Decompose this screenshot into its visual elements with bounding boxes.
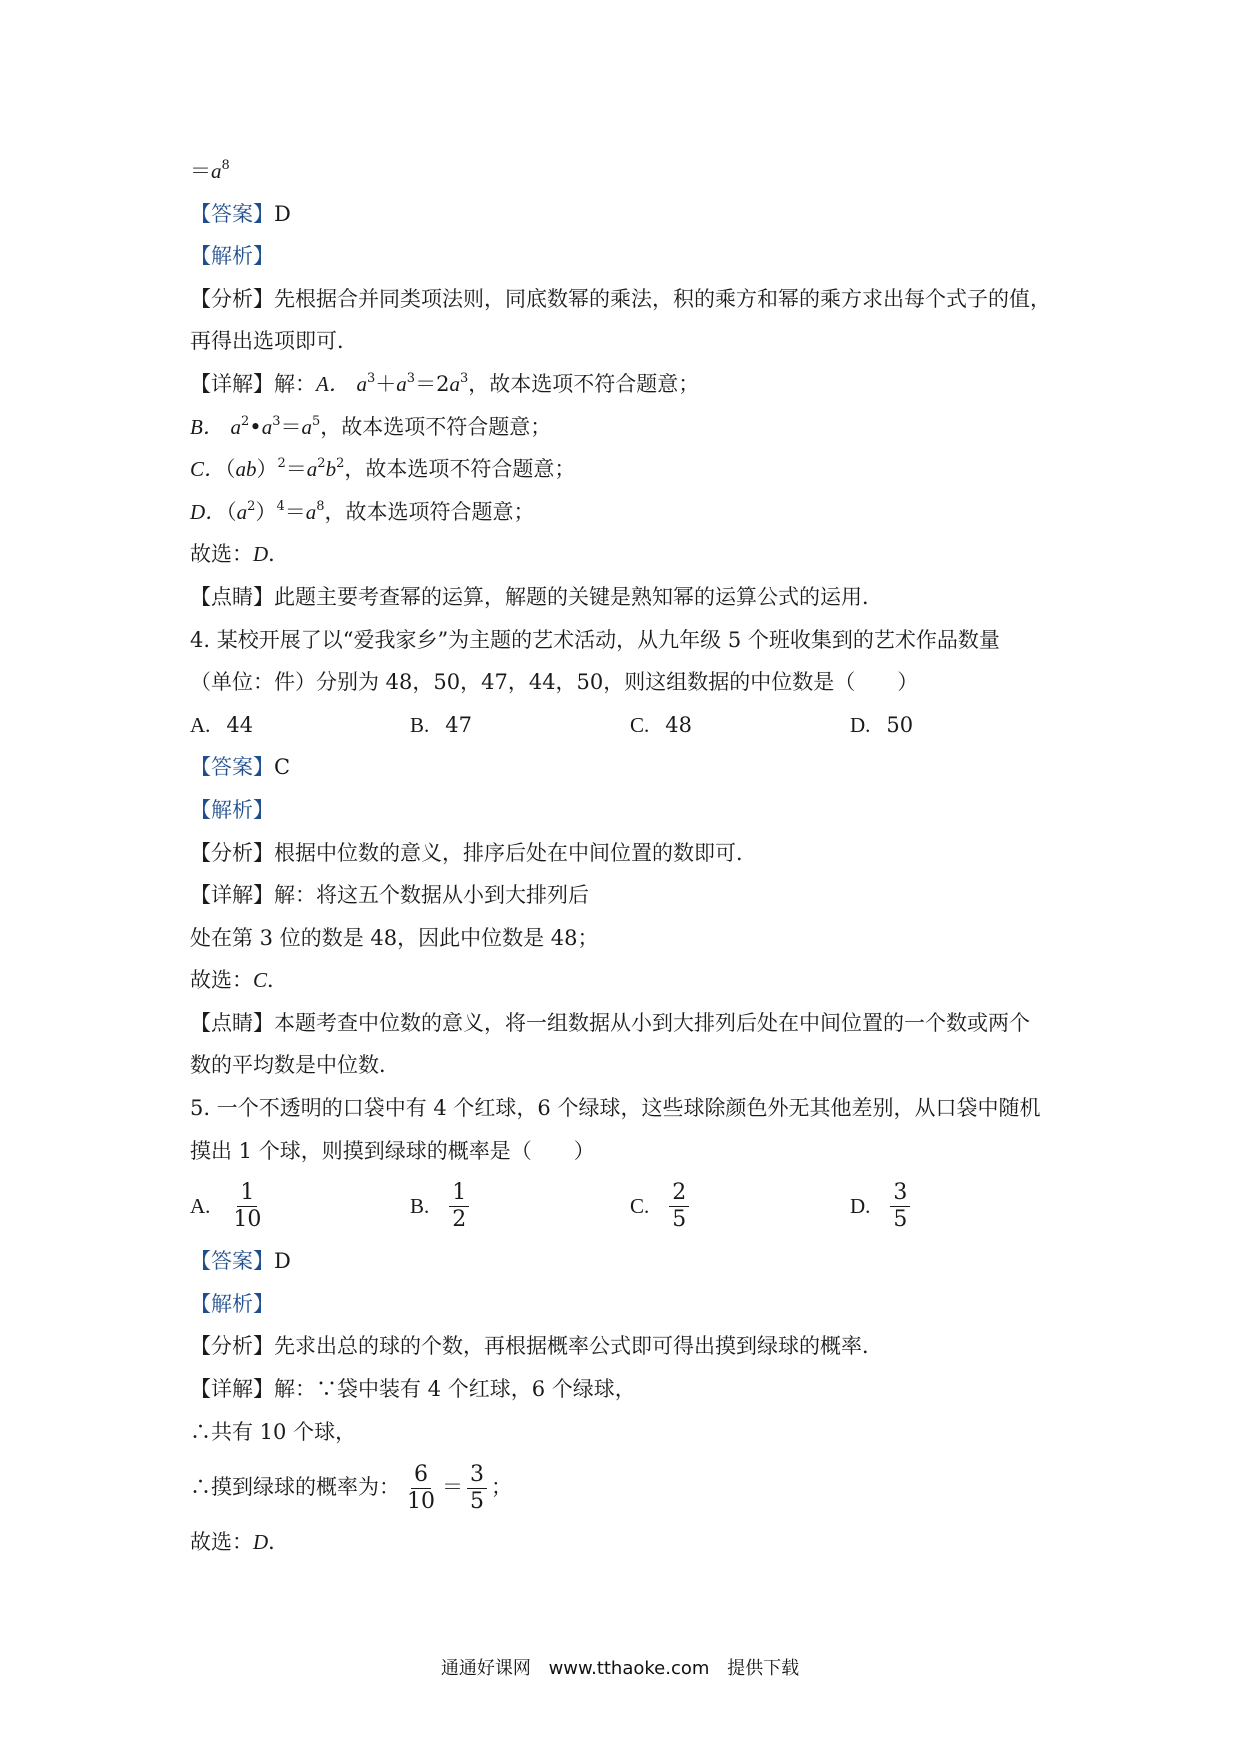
detail-line-a: 【详解】解：A． $a^3+a^3=2a^3$，故本选项不符合题意； <box>190 370 700 396</box>
question-4-text: 4. 某校开展了以“爱我家乡”为主题的艺术活动，从九年级 5 个班收集到的艺术作品数量 <box>190 627 1000 652</box>
question-4-options <box>190 704 1070 747</box>
option-a: A. 44 <box>190 712 254 737</box>
answer-tag: 【答案】 <box>190 201 274 226</box>
footer-suffix: 提供下载 <box>727 1658 800 1679</box>
question-5-text: 5. 一个不透明的口袋中有 4 个红球，6 个绿球，这些球除颜色外无其他差别，从口袋中随机 <box>190 1096 1041 1121</box>
comment-continuation: 数的平均数是中位数． <box>190 1053 400 1078</box>
choice-line: 故选：D． <box>190 542 290 567</box>
detail-line-c: C．$(ab)^2=a^2b^2$，故本选项不符合题意； <box>190 456 576 482</box>
comment-line: 【点睛】本题考查中位数的意义，将一组数据从小到大排列后处在中间位置的一个数或两个 <box>190 1010 1030 1035</box>
detail-line: 【详解】解：∵袋中装有 4 个红球，6 个绿球， <box>190 1377 636 1402</box>
analysis-heading: 【解析】 <box>190 797 274 822</box>
equation-result-line: $=a^8$ <box>190 158 230 183</box>
option-b: B. $\frac{1}{2}$ <box>410 1172 630 1240</box>
fraction: $\frac{3}{5}$ <box>467 1462 487 1515</box>
document-body <box>190 150 1070 1564</box>
page-footer <box>0 1654 1240 1680</box>
answer-line: 【答案】D <box>190 201 291 226</box>
fraction: $\frac{1}{10}$ <box>233 1179 262 1232</box>
question-5-text-continued: 摸出 1 个球，则摸到绿球的概率是（ ） <box>190 1138 595 1163</box>
option-d: D. 50 <box>850 712 914 737</box>
detail-line: 【详解】解：将这五个数据从小到大排列后 <box>190 883 589 908</box>
option-d: D. $\frac{3}{5}$ <box>850 1172 1070 1240</box>
analysis-heading: 【解析】 <box>190 1291 274 1316</box>
question-4-text-continued: （单位：件）分别为 48，50，47，44，50，则这组数据的中位数是（ ） <box>190 670 919 695</box>
choice-line: 故选：D． <box>190 1530 290 1555</box>
option-a: A. $\frac{1}{10}$ <box>190 1172 410 1240</box>
analysis-line: 【分析】先根据合并同类项法则，同底数幂的乘法，积的乘方和幂的乘方求出每个式子的值， <box>190 286 1051 311</box>
fraction: $\frac{3}{5}$ <box>890 1180 910 1233</box>
analysis-line: 【分析】根据中位数的意义，排序后处在中间位置的数即可． <box>190 840 757 865</box>
detail-line-b: B． $a^2•a^3=a^5$，故本选项不符合题意； <box>190 413 552 439</box>
answer-line: 【答案】D <box>190 1249 291 1274</box>
option-c: C. 48 <box>630 712 692 737</box>
comment-line: 【点睛】此题主要考查幂的运算，解题的关键是熟知幂的运算公式的运用． <box>190 584 883 609</box>
detail-line-d: D．$(a^2)^4=a^8$，故本选项符合题意； <box>190 498 535 524</box>
analysis-continuation: 再得出选项即可． <box>190 329 358 354</box>
footer-site-name: 通通好课网 <box>440 1658 531 1679</box>
fraction: $\frac{6}{10}$ <box>407 1462 435 1515</box>
detail-continuation: 处在第 3 位的数是 48，因此中位数是 48； <box>190 925 599 950</box>
option-c: C. $\frac{2}{5}$ <box>630 1172 850 1240</box>
probability-line: ∴摸到绿球的概率为： $\frac{6}{10}$ ＝ $\frac{3}{5}$ ； <box>190 1462 512 1515</box>
fraction: $\frac{2}{5}$ <box>669 1180 689 1233</box>
footer-url[interactable]: www.tthaoke.com <box>548 1658 710 1679</box>
analysis-heading: 【解析】 <box>190 244 274 269</box>
option-b: B. 47 <box>410 712 472 737</box>
choice-line: 故选：C． <box>190 968 289 993</box>
answer-line: 【答案】C <box>190 755 291 780</box>
question-5-options <box>190 1172 1070 1240</box>
fraction: $\frac{1}{2}$ <box>449 1180 469 1233</box>
analysis-line: 【分析】先求出总的球的个数，再根据概率公式即可得出摸到绿球的概率． <box>190 1334 883 1359</box>
detail-continuation: ∴共有 10 个球， <box>190 1419 357 1444</box>
